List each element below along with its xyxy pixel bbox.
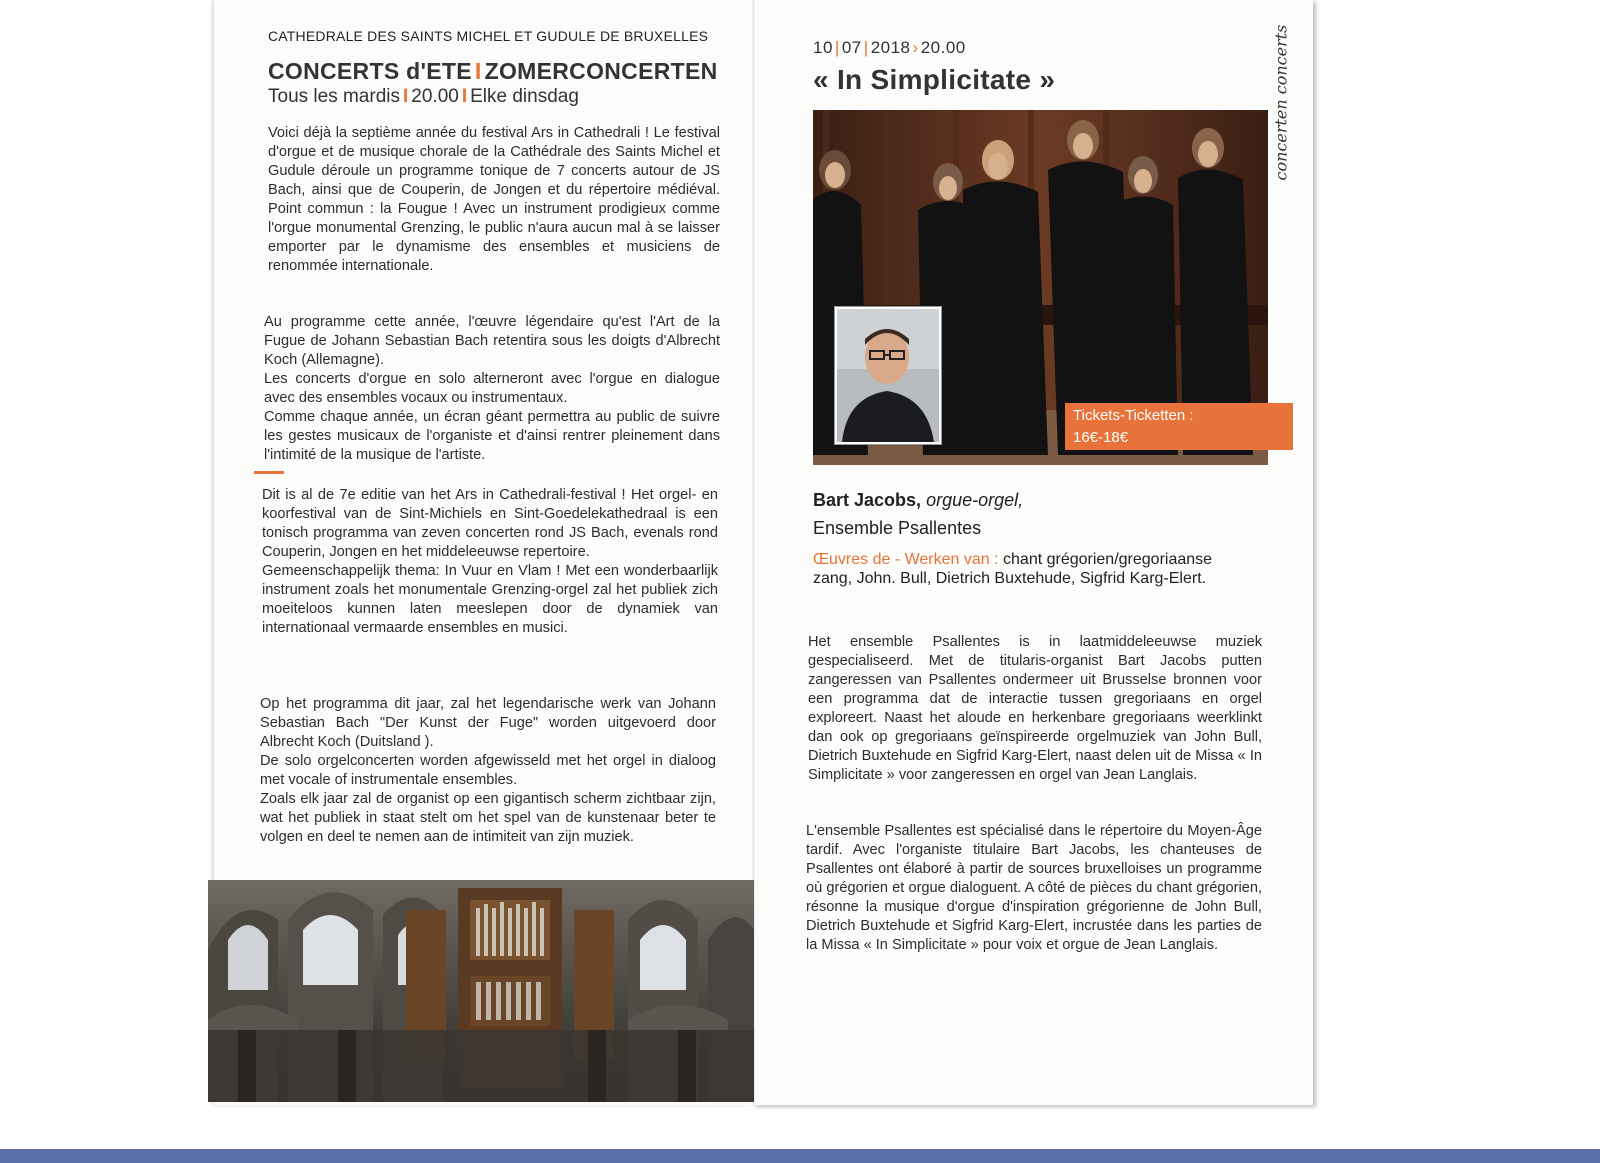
date-month: 07 [841, 38, 862, 57]
program-works [813, 550, 1248, 588]
scan-edge [0, 1149, 1600, 1163]
description-nl-block [808, 633, 1262, 785]
program-nl-paragraph-3: Zoals elk jaar zal de organist op een gigantisch scherm zichtbaar zijn, wat het publiek in staat stelt om het spel van de kunstenaar beter te volgen en deel te nemen aan de intimiteit van zijn muziek. [260, 791, 716, 845]
intro-nl-paragraph-2: Gemeenschappelijk thema: In Vuur en Vlam ! Met een wonderbaarlijk instrument zoals het monumentale Grenzing-orgel zal het publiek zich moeiteloos kunnen laten meeslepen door de dynamiek van internationaal vermaarde ensembles en musici. [262, 563, 718, 636]
venue-heading: CATHEDRALE DES SAINTS MICHEL ET GUDULE DE BRUXELLES [268, 28, 709, 44]
date-separator-1: | [834, 38, 840, 57]
festival-title [268, 58, 718, 85]
description-fr-block [806, 822, 1262, 955]
performers [813, 486, 1023, 542]
schedule-separator-1: I [403, 86, 409, 107]
intro-nl-paragraph-1: Dit is al de 7e editie van het Ars in Cathedrali-festival ! Het orgel- en koorfestival van de Sint-Michiels en Sint-Goedelekathedraal is een tonisch programma van zeven concerten rond JS Bach, evenals rond Couperin, Jongen en het middeleeuwse repertoire. [262, 487, 718, 560]
schedule-fr: Tous les mardis [268, 86, 400, 107]
organist-portrait [835, 307, 941, 444]
organist-name: Bart Jacobs, [813, 490, 922, 510]
tickets-label: Tickets-Ticketten : [1073, 407, 1194, 424]
festival-schedule [268, 86, 579, 108]
intro-fr-block [268, 124, 720, 276]
program-nl-block [260, 695, 716, 847]
program-fr-block [264, 313, 720, 465]
schedule-time: 20.00 [411, 86, 459, 107]
date-separator-2: | [863, 38, 869, 57]
program-fr-paragraph-2: Les concerts d'orgue en solo alterneront avec l'orgue en dialogue avec des ensembles vocaux ou instrumentaux. [264, 371, 720, 406]
title-nl: ZOMERCONCERTEN [484, 58, 718, 84]
ensemble-name: Ensemble Psallentes [813, 518, 982, 538]
works-label: Œuvres de - Werken van : [813, 551, 999, 568]
ticket-price-banner [1065, 403, 1293, 450]
program-nl-paragraph-1: Op het programma dit jaar, zal het legendarische werk van Johann Sebastian Bach "Der Kunst der Fuge" worden uitgevoerd door Albrecht Koch (Duitsland ). [260, 696, 716, 750]
language-divider [254, 471, 284, 474]
title-fr: CONCERTS d'ETE [268, 58, 472, 84]
program-fr-paragraph-1: Au programme cette année, l'œuvre légendaire qu'est l'Art de la Fugue de Johann Sebastian Bach retentira sous les doigts d'Albrecht Koch (Allemagne). [264, 314, 720, 368]
title-separator: I [474, 58, 482, 84]
intro-fr-paragraph: Voici déjà la septième année du festival Ars in Cathedrali ! Le festival d'orgue et de musique chorale de la Cathédrale des Saints Michel et Gudule déroule un programme tonique de 7 concerts autour de JS Bach, ainsi que de Couperin, de Jongen et du répertoire médiéval. Point commun : la Fougue ! Avec un instrument prodigieux comme l'orgue monumental Grenzing, le public n'aura aucun mal à se laisser emporter par le dynamisme des ensembles et musiciens de renommée internationale. [268, 125, 720, 274]
section-label-text: concerten concerts [1271, 24, 1291, 181]
date-day: 10 [813, 38, 833, 57]
date-year: 2018 [870, 38, 911, 57]
schedule-nl: Elke dinsdag [470, 86, 579, 107]
description-nl: Het ensemble Psallentes is in laatmiddeleeuwse muziek gespecialiseerd. Met de titularis-organist Bart Jacobs putten zangeressen van Psallentes ondermeer uit Brusselse bronnen voor een programma dat de interactie tussen gregoriaans en orgel exploreert. Naast het aloude en herkenbare gregoriaans weerklinkt dan ook op gregoriaans geïnspireerde orgelmuziek van John Bull, Dietrich Buxtehude en Sigfrid Karg-Elert, naast delen uit de Missa « In Simplicitate » voor zangeressen en orgel van Jean Langlais. [808, 634, 1262, 783]
tickets-price: 16€-18€ [1073, 429, 1129, 446]
organist-role: orgue-orgel, [926, 490, 1024, 510]
program-nl-paragraph-2: De solo orgelconcerten worden afgewisseld met het orgel in dialoog met vocale of instrumentale ensembles. [260, 753, 716, 788]
cathedral-organ-photo [208, 880, 754, 1102]
date-separator-3: › [912, 38, 919, 57]
intro-nl-block [262, 486, 718, 638]
works-list: chant grégorien/gregoriaanse zang, John. Bull, Dietrich Buxtehude, Sigfrid Karg-Elert. [813, 551, 1213, 587]
organist-line [813, 486, 1023, 514]
program-fr-paragraph-3: Comme chaque année, un écran géant permettra au public de suivre les gestes musicaux de l'organiste et d'ainsi rentrer pleinement dans l'intimité de la musique de l'artiste. [264, 409, 720, 463]
description-fr: L'ensemble Psallentes est spécialisé dans le répertoire du Moyen-Âge tardif. Avec l'organiste titulaire Bart Jacobs, les chanteuses de Psallentes ont élaboré à partir de sources bruxelloises un programme où grégorien et orgue dialoguent. A côté de pièces du chant grégorien, résonne la musique d'orgue d'inspiration grégorienne de John Bull, Dietrich Buxtehude et Sigfrid Karg-Elert, incrustée dans les parties de la Missa « In Simplicitate » pour voix et orgue de Jean Langlais. [806, 823, 1262, 953]
concert-date [813, 38, 966, 58]
schedule-separator-2: I [461, 86, 468, 107]
date-time: 20.00 [920, 38, 966, 57]
concert-title: « In Simplicitate » [813, 64, 1056, 95]
